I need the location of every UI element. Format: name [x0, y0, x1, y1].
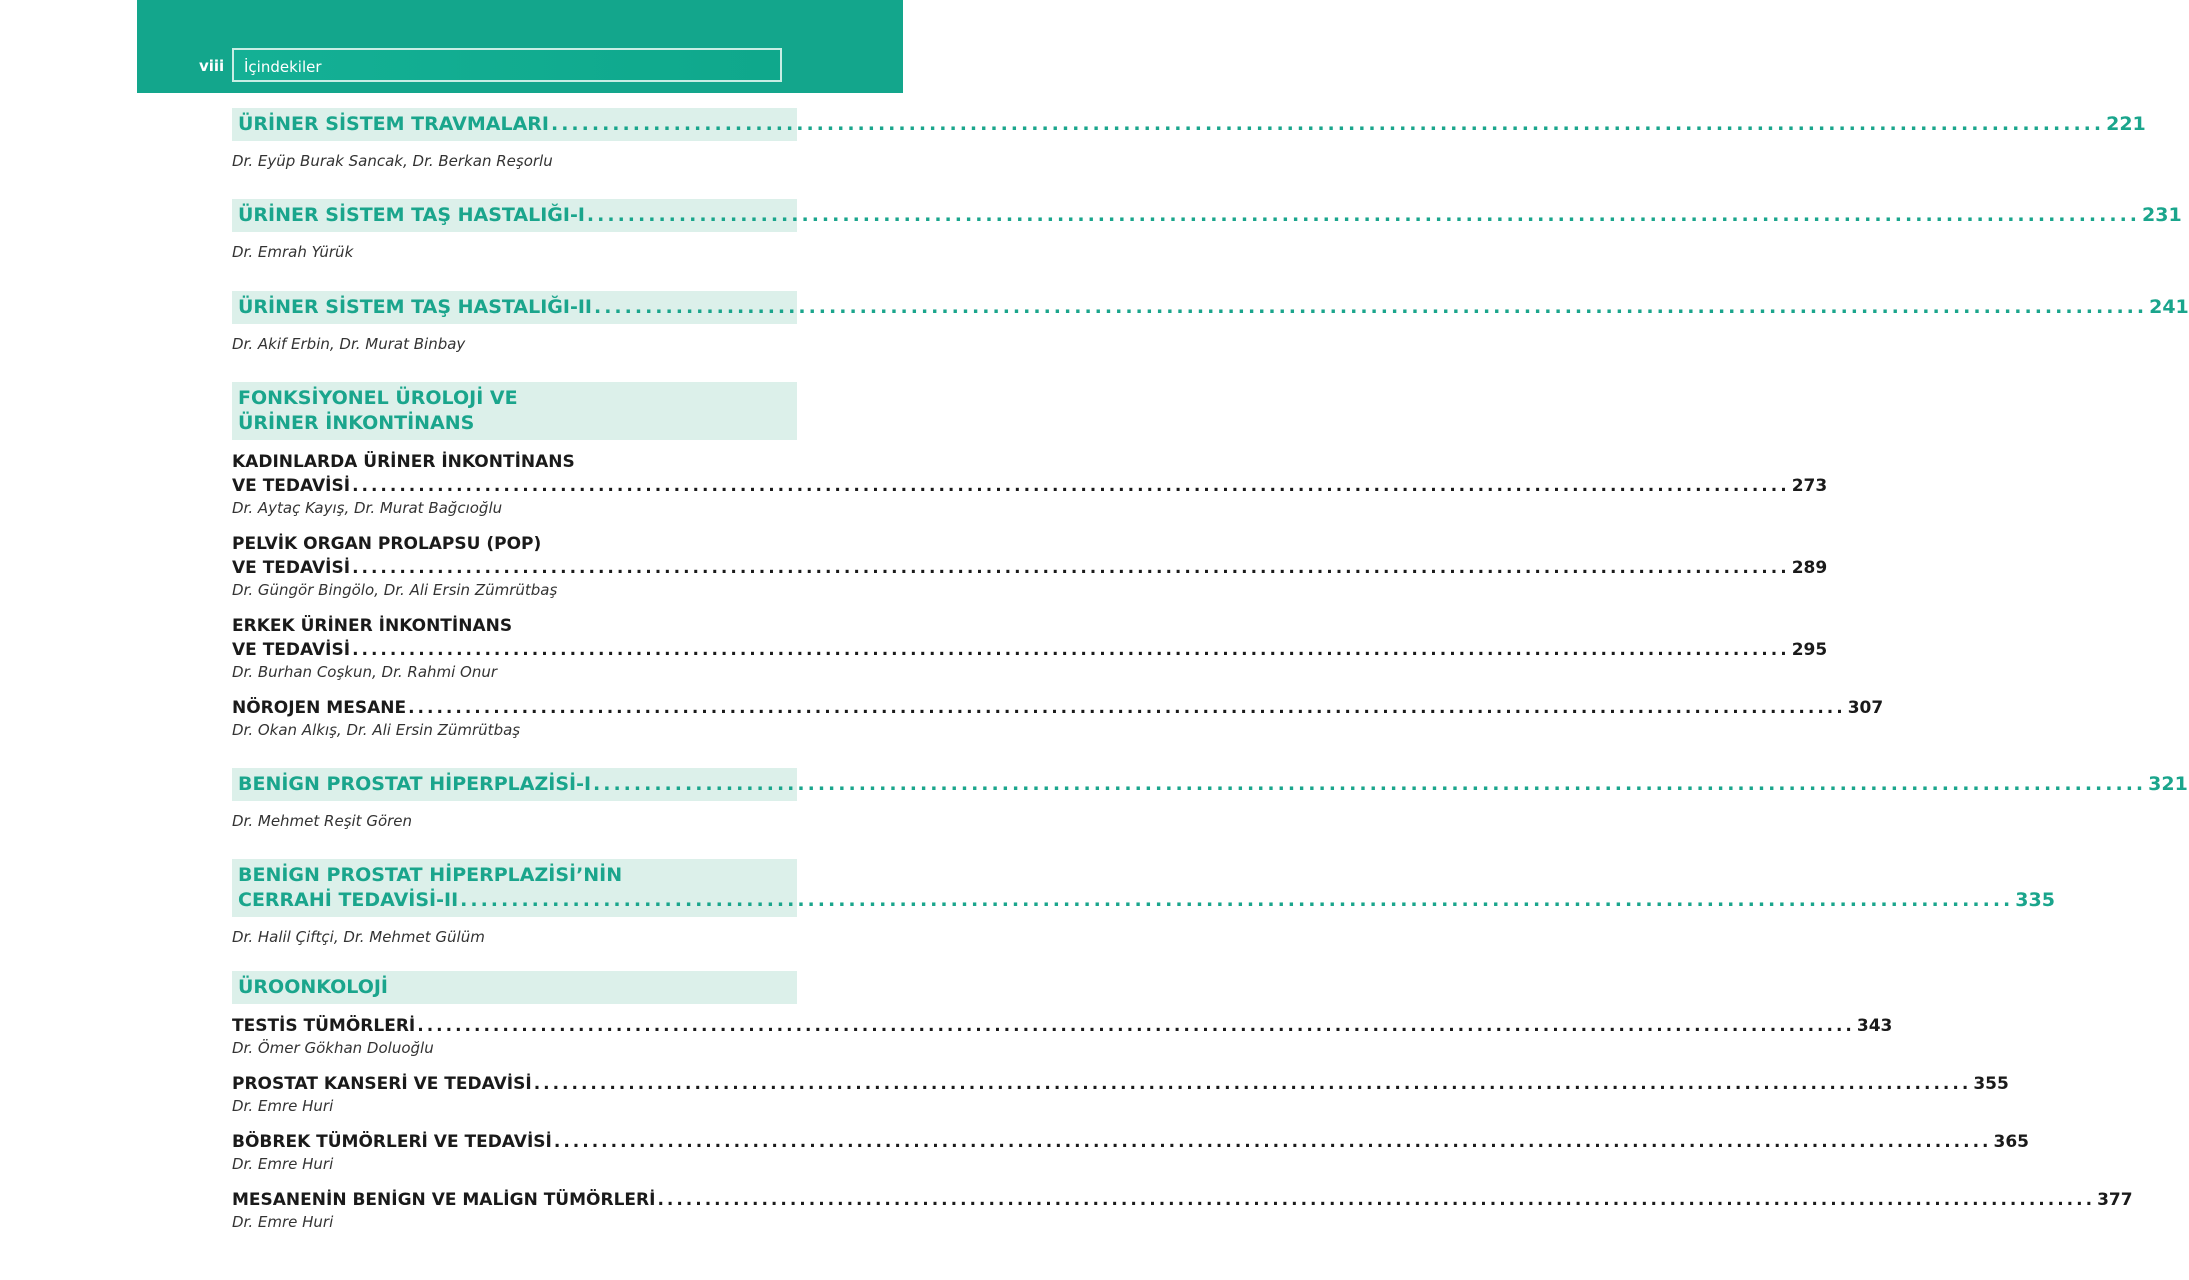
- entry-title-line2: VE TEDAVİSİ: [232, 476, 351, 496]
- entry-title-line2: VE TEDAVİSİ: [232, 640, 351, 660]
- section-authors: Dr. Akif Erbin, Dr. Murat Binbay: [232, 335, 466, 353]
- toc-entry[interactable]: [232, 1072, 2009, 1116]
- entry-title-line1: ERKEK ÜRİNER İNKONTİNANS: [232, 616, 513, 636]
- dot-leader: ........................................................................................................................................................: [352, 640, 1790, 660]
- entry-authors: Dr. Emre Huri: [232, 1155, 334, 1173]
- entry-title: PROSTAT KANSERİ VE TEDAVİSİ: [232, 1074, 532, 1094]
- entry-title: BÖBREK TÜMÖRLERİ VE TEDAVİSİ: [232, 1132, 552, 1152]
- entry-authors: Dr. Ömer Gökhan Doluoğlu: [232, 1039, 434, 1057]
- toc-section-heading[interactable]: [232, 859, 2055, 917]
- section-page: 335: [2015, 889, 2055, 911]
- dot-leader: ........................................................................................................................................................: [460, 889, 2014, 911]
- dot-leader: ........................................................................................................................................................: [593, 773, 2147, 795]
- toc-entry[interactable]: [232, 1014, 1893, 1058]
- section-authors: Dr. Halil Çiftçi, Dr. Mehmet Gülüm: [232, 928, 485, 946]
- dot-leader: ........................................................................................................................................................: [417, 1016, 1855, 1036]
- section-authors: Dr. Eyüp Burak Sancak, Dr. Berkan Reşorlu: [232, 152, 553, 170]
- page: [137, 0, 2189, 1280]
- entry-title-line1: PELVİK ORGAN PROLAPSU (POP): [232, 534, 542, 554]
- part-title-line1: FONKSİYONEL ÜROLOJİ VE: [238, 387, 518, 409]
- entry-title-line2: VE TEDAVİSİ: [232, 558, 351, 578]
- entry-page: 365: [1993, 1132, 2029, 1152]
- toc-section-heading[interactable]: [232, 768, 2188, 801]
- section-page: 321: [2148, 773, 2188, 795]
- header-title: İçindekiler: [244, 58, 322, 76]
- entry-page: 295: [1791, 640, 1828, 660]
- toc-part-heading: [232, 971, 797, 1004]
- toc-entry[interactable]: [232, 696, 1884, 740]
- section-title-line2: CERRAHİ TEDAVİSİ-II: [238, 889, 459, 911]
- dot-leader: ........................................................................................................................................................: [657, 1190, 2096, 1210]
- dot-leader: ........................................................................................................................................................: [594, 296, 2148, 318]
- section-page: 221: [2106, 113, 2146, 135]
- section-title: ÜRİNER SİSTEM TAŞ HASTALIĞI-II: [238, 296, 592, 318]
- dot-leader: ........................................................................................................................................................: [553, 1132, 1992, 1152]
- entry-authors: Dr. Okan Alkış, Dr. Ali Ersin Zümrütbaş: [232, 721, 521, 739]
- toc-section-heading[interactable]: [232, 291, 2189, 324]
- section-authors: Dr. Mehmet Reşit Gören: [232, 812, 413, 830]
- section-title: BENİGN PROSTAT HİPERPLAZİSİ-I: [238, 773, 592, 795]
- entry-authors: Dr. Burhan Coşkun, Dr. Rahmi Onur: [232, 663, 498, 681]
- entry-title: TESTİS TÜMÖRLERİ: [232, 1016, 416, 1036]
- entry-authors: Dr. Güngör Bingölo, Dr. Ali Ersin Zümrütbaş: [232, 581, 558, 599]
- entry-authors: Dr. Emre Huri: [232, 1213, 334, 1231]
- dot-leader: ........................................................................................................................................................: [352, 558, 1790, 578]
- section-title: ÜRİNER SİSTEM TRAVMALARI: [238, 113, 549, 135]
- dot-leader: ........................................................................................................................................................: [586, 204, 2141, 226]
- page-number: viii: [199, 57, 225, 75]
- entry-title: NÖROJEN MESANE: [232, 698, 407, 718]
- toc-section-heading[interactable]: [232, 199, 2182, 232]
- toc-entry[interactable]: [232, 532, 1828, 600]
- entry-authors: Dr. Emre Huri: [232, 1097, 334, 1115]
- section-title: ÜRİNER SİSTEM TAŞ HASTALIĞI-I: [238, 204, 585, 226]
- entry-authors: Dr. Aytaç Kayış, Dr. Murat Bağcıoğlu: [232, 499, 503, 517]
- part-title-line2: ÜRİNER İNKONTİNANS: [238, 412, 475, 434]
- dot-leader: ........................................................................................................................................................: [352, 476, 1790, 496]
- dot-leader: ........................................................................................................................................................: [408, 698, 1846, 718]
- entry-title-line1: KADINLARDA ÜRİNER İNKONTİNANS: [232, 452, 575, 472]
- header-title-box: [232, 48, 782, 82]
- toc-entry[interactable]: [232, 1188, 2133, 1232]
- dot-leader: ........................................................................................................................................................: [551, 113, 2105, 135]
- section-authors: Dr. Emrah Yürük: [232, 243, 354, 261]
- part-title: ÜROONKOLOJİ: [238, 976, 389, 998]
- toc-section-heading[interactable]: [232, 108, 2146, 141]
- section-page: 231: [2142, 204, 2182, 226]
- toc-content: [232, 108, 2189, 1232]
- entry-page: 343: [1856, 1016, 1893, 1036]
- entry-page: 307: [1847, 698, 1884, 718]
- entry-page: 273: [1791, 476, 1828, 496]
- entry-page: 377: [2097, 1190, 2133, 1210]
- toc-entry[interactable]: [232, 614, 1828, 682]
- section-page: 241: [2149, 296, 2189, 318]
- toc-entry[interactable]: [232, 1130, 2029, 1174]
- entry-page: 355: [1973, 1074, 2009, 1094]
- page-header: [137, 0, 903, 93]
- dot-leader: ........................................................................................................................................................: [533, 1074, 1972, 1094]
- toc-entry[interactable]: [232, 450, 1828, 518]
- section-title-line1: BENİGN PROSTAT HİPERPLAZİSİ’NİN: [238, 864, 623, 886]
- entry-title: MESANENİN BENİGN VE MALİGN TÜMÖRLERİ: [232, 1190, 656, 1210]
- entry-page: 289: [1791, 558, 1828, 578]
- toc-part-heading: [232, 382, 797, 440]
